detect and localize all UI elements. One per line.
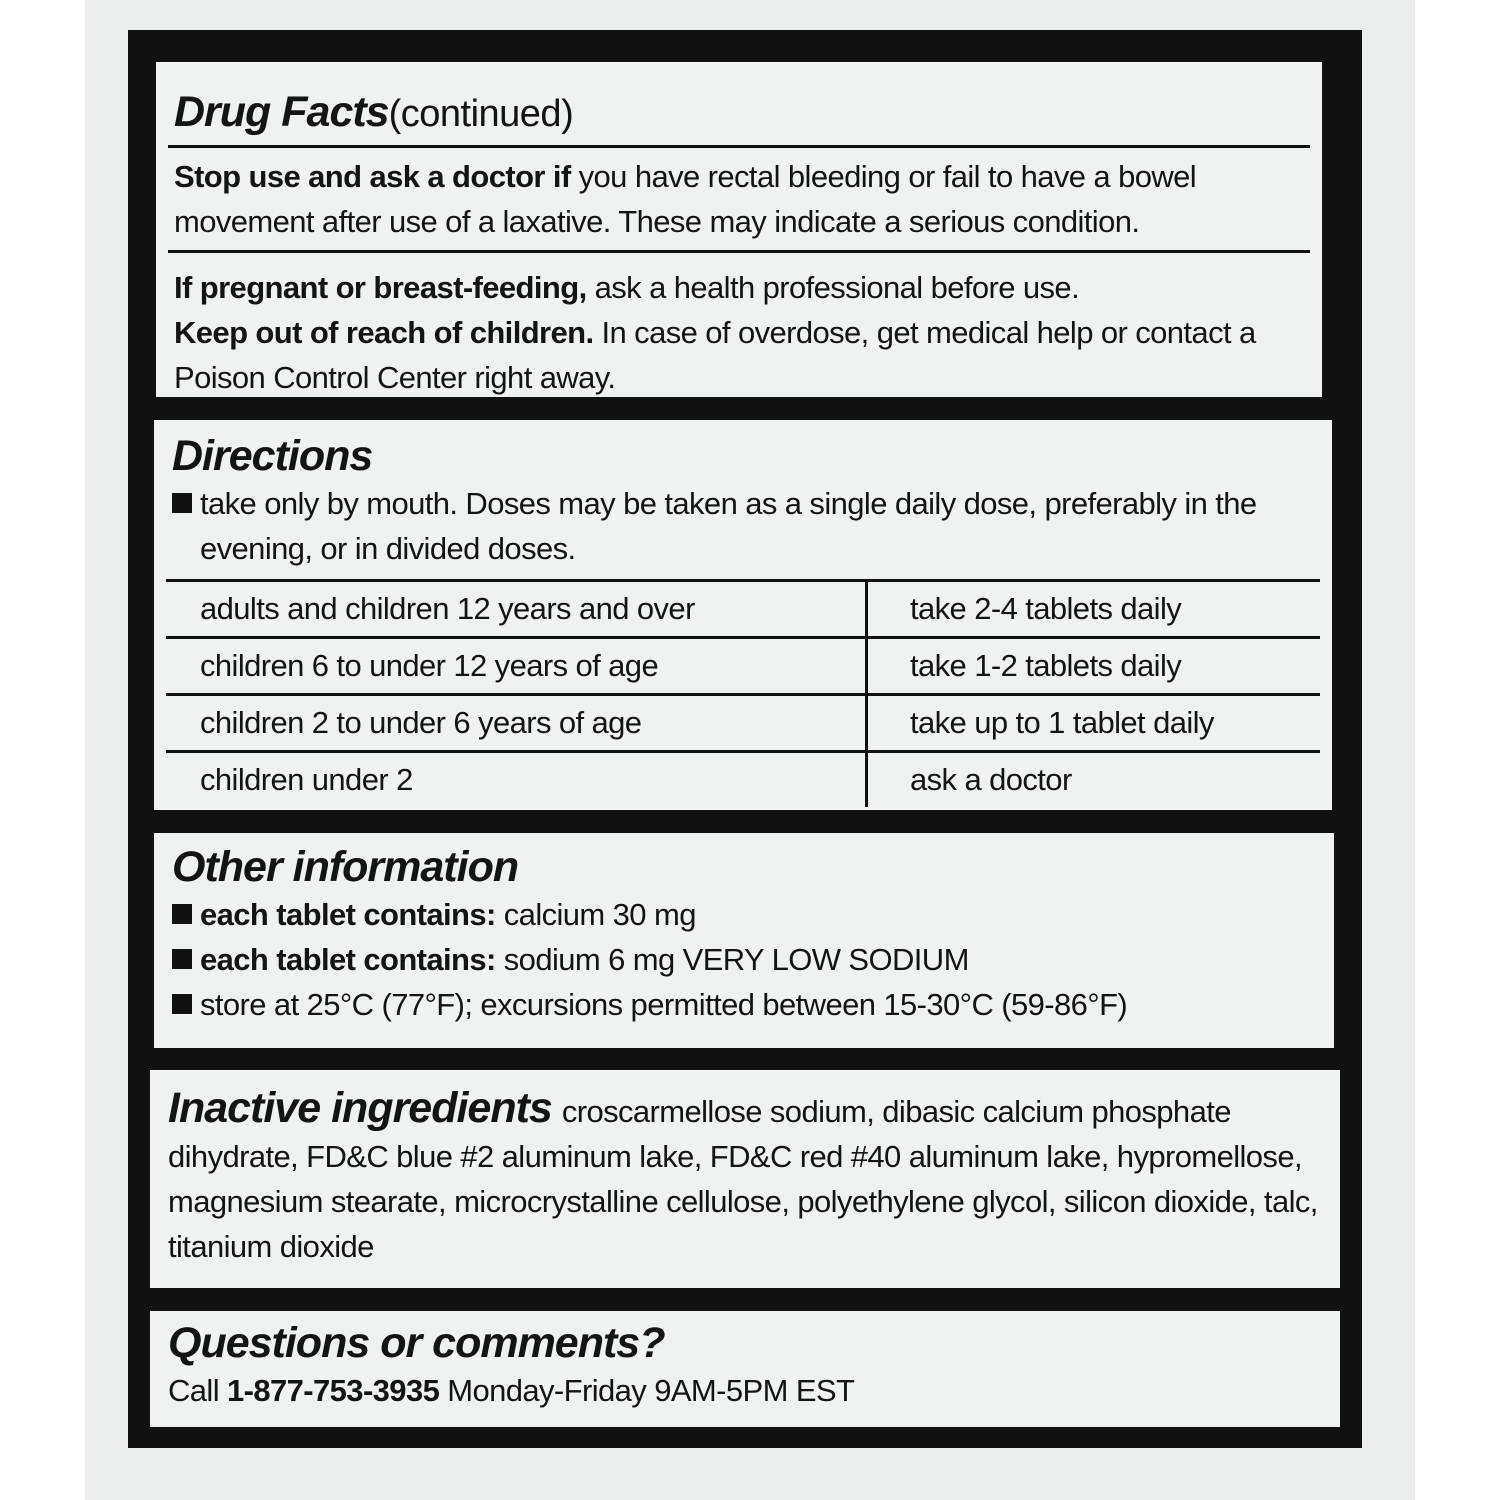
item-text: store at 25°C (77°F); excursions permitted between 15-30°C (59-86°F) (200, 987, 1128, 1023)
phone-number: 1-877-753-3935 (227, 1373, 440, 1409)
item-text: calcium 30 mg (495, 897, 696, 933)
keep-out-heading: Keep out of reach of children. (174, 315, 594, 351)
table-row (166, 752, 1320, 808)
bullet-square-icon (172, 493, 192, 513)
directions-section (154, 420, 1332, 810)
bullet-square-icon (172, 949, 192, 969)
pregnant-heading: If pregnant or breast-feeding, (174, 270, 587, 306)
other-information-title: Other information (172, 843, 519, 891)
keep-out-warning (174, 310, 1304, 397)
pregnant-text: ask a health professional before use. (586, 270, 1080, 306)
questions-section (150, 1311, 1340, 1427)
pregnant-warning (174, 253, 1304, 310)
background-left-margin (0, 0, 85, 1500)
item-text: sodium 6 mg VERY LOW SODIUM (495, 942, 969, 978)
stop-use-text: you have rectal bleeding or fail to have a bowel movement after use of a laxative. These may indicate a serious condition. (174, 159, 1197, 240)
table-row (166, 695, 1320, 752)
background-right-margin (1415, 0, 1500, 1500)
drug-facts-header (174, 62, 1304, 145)
keep-out-text: In case of overdose, get medical help or contact a Poison Control Center right away. (174, 315, 1256, 396)
dose-cell: take 2-4 tablets daily (867, 581, 1321, 638)
inactive-ingredients-text: croscarmellose sodium, dibasic calcium phosphate dihydrate, FD&C blue #2 aluminum lake, FD&C red #40 aluminum lake, hypromellose, magnesium stearate, microcrystalline cellulose, polyethylene glycol, silicon dioxide, talc, titanium dioxide (168, 1094, 1318, 1264)
stop-use-heading: Stop use and ask a doctor if (174, 159, 571, 195)
item-label: each tablet contains: (200, 942, 496, 978)
dosage-table (166, 579, 1320, 807)
table-row (166, 638, 1320, 695)
drug-facts-title: Drug Facts (174, 88, 389, 136)
age-group-cell: children under 2 (166, 752, 867, 808)
list-item (172, 982, 1316, 1027)
call-prefix: Call (168, 1373, 228, 1409)
questions-title: Questions or comments? (168, 1319, 665, 1367)
dose-cell: take 1-2 tablets daily (867, 638, 1321, 695)
inactive-ingredients-section (150, 1070, 1340, 1288)
directions-title: Directions (172, 432, 373, 480)
dose-cell: ask a doctor (867, 752, 1321, 808)
other-information-section (154, 833, 1334, 1048)
dose-cell: take up to 1 tablet daily (867, 695, 1321, 752)
bullet-square-icon (172, 904, 192, 924)
age-group-cell: children 6 to under 12 years of age (166, 638, 867, 695)
directions-intro (172, 481, 1314, 571)
drug-facts-title-suffix: (continued) (388, 93, 574, 135)
item-label: each tablet contains: (200, 897, 496, 933)
list-item (172, 892, 1316, 937)
directions-intro-text: take only by mouth. Doses may be taken as a single daily dose, preferably in the evening, or in divided doses. (200, 486, 1257, 567)
contact-hours: Monday-Friday 9AM-5PM EST (439, 1373, 855, 1409)
age-group-cell: adults and children 12 years and over (166, 581, 867, 638)
inactive-ingredients-body (168, 1070, 1322, 1269)
age-group-cell: children 2 to under 6 years of age (166, 695, 867, 752)
stop-use-warning (174, 148, 1304, 250)
contact-line (168, 1368, 1322, 1413)
bullet-square-icon (172, 994, 192, 1014)
table-row (166, 581, 1320, 638)
drug-facts-label (128, 30, 1362, 1448)
inactive-ingredients-title: Inactive ingredients (168, 1084, 552, 1132)
drug-facts-continued-section (156, 62, 1322, 397)
list-item (172, 937, 1316, 982)
